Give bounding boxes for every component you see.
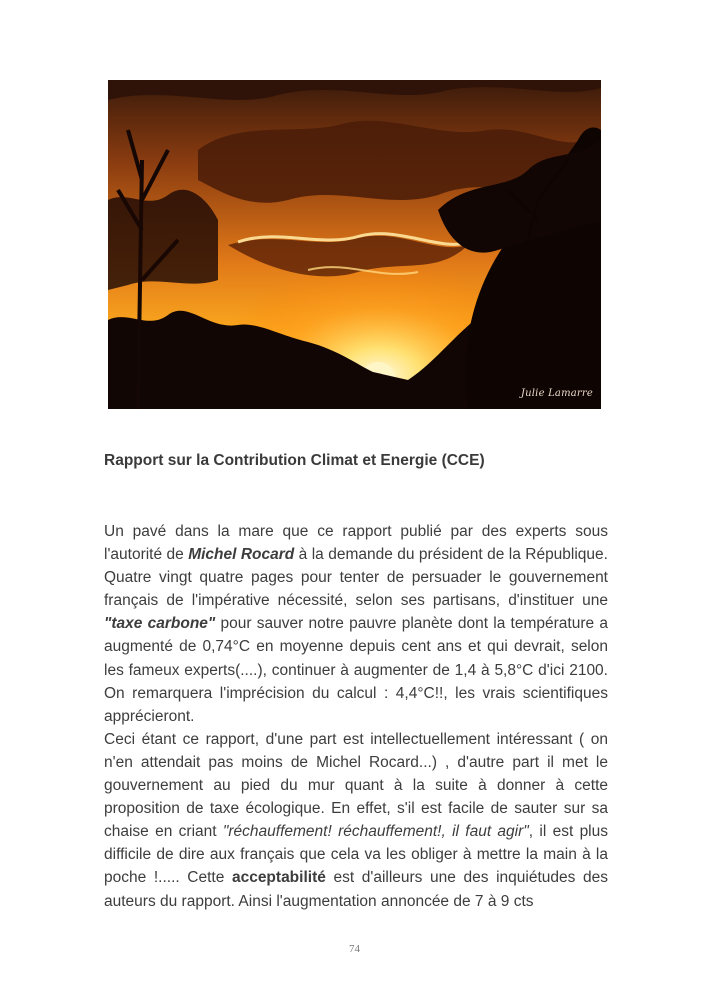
tax-term: "taxe carbone" bbox=[104, 615, 216, 633]
paragraph-2-text-a: Ceci étant ce rapport, d'une part est intellectuellement intéressant ( on n'en attendait pas moins de Michel Rocard...) , d'autre part il met le gouvernement au pied du mur quant à la suite à donner à cette proposition de taxe écologique. En effet, s'il est facile de sauter sur sa chaise en criant bbox=[104, 730, 608, 841]
paragraph-2-text-b: , il est plus difficile de dire aux français que cela va les obliger à mettre la main à la poche !..... Cette bbox=[104, 823, 609, 887]
paragraph-1-text-c: pour sauver notre pauvre planète dont la température a augmenté de 0,74°C en moyenne depuis cent ans et qui devrait, selon les fameux experts(....), continuer à augmenter de 1,4 à 5,8°C d'ici 2100. On remarquera l'imprécision du calcul : 4,4°C!!, les vrais scientifiques apprécieront. bbox=[104, 615, 608, 725]
photo-credit: Julie Lamarre bbox=[520, 388, 593, 399]
paragraph-1-text-b: à la demande du président de la République. Quatre vingt quatre pages pour tenter de persuader le gouvernement français de l'impérative nécessité, selon ses partisans, d'instituer une bbox=[104, 546, 608, 610]
paragraph-2 bbox=[104, 728, 608, 913]
paragraph-2-text-c: est d'ailleurs une des inquiétudes des auteurs du rapport. Ainsi l'augmentation annoncée de 7 à 9 cts bbox=[104, 869, 608, 910]
paragraph-1 bbox=[104, 520, 608, 728]
sunset-photo bbox=[108, 80, 601, 409]
paragraph-1-text-a: Un pavé dans la mare que ce rapport publié par des experts sous l'autorité de bbox=[104, 523, 608, 564]
page-number: 74 bbox=[349, 943, 360, 955]
author-name: Michel Rocard bbox=[188, 546, 295, 564]
section-heading: Rapport sur la Contribution Climat et Energie (CCE) bbox=[104, 452, 485, 469]
article-body bbox=[104, 520, 608, 913]
quote-text: "réchauffement! réchauffement!, il faut agir" bbox=[222, 823, 529, 841]
emphasis-term: acceptabilité bbox=[231, 869, 326, 887]
sunset-illustration bbox=[108, 80, 601, 409]
